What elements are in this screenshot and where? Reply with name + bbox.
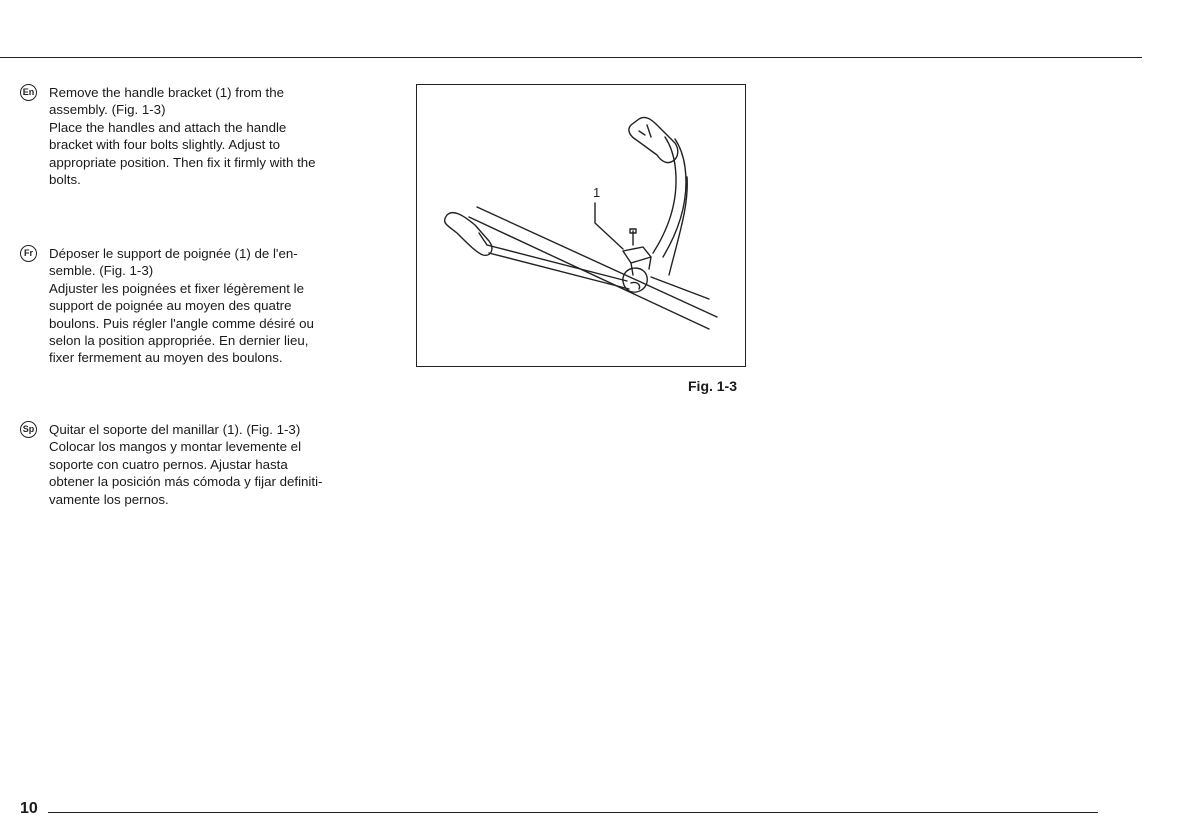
text-line: obtener la posición más cómoda y fijar definiti- (49, 474, 323, 490)
figure-frame (416, 84, 746, 367)
text-line: selon la position appropriée. En dernier lieu, (49, 333, 309, 349)
text-line: soporte con cuatro pernos. Ajustar hasta (49, 456, 288, 472)
text-line: Colocar los mangos y montar levemente el (49, 439, 302, 455)
text-line: Remove the handle bracket (1) from the (49, 85, 285, 100)
instruction-section-sp (20, 421, 382, 508)
language-badge-en: En (20, 84, 37, 101)
text-line: boulons. Puis régler l'angle comme désiré ou (49, 315, 314, 331)
header-rule (0, 57, 1142, 58)
text-line: vamente los pernos. (49, 491, 169, 507)
text-line: Déposer le support de poignée (1) de l'en- (49, 246, 298, 261)
text-line: fixer fermement au moyen des boulons. (49, 350, 283, 366)
instruction-section-fr (20, 245, 382, 367)
instruction-text-fr (49, 245, 382, 367)
language-badge-fr: Fr (20, 245, 37, 262)
figure-caption: Fig. 1-3 (688, 378, 738, 394)
text-line: support de poignée au moyen des quatre (49, 298, 292, 314)
page-number: 10 (20, 800, 38, 817)
language-badge-sp: Sp (20, 421, 37, 438)
text-line: Quitar el soporte del manillar (1). (Fig. 1-3) (49, 422, 301, 437)
callout-label: 1 (593, 185, 601, 200)
handle-bracket-illustration (417, 85, 744, 365)
text-line: semble. (Fig. 1-3) (49, 263, 154, 279)
text-line: Adjuster les poignées et fixer légèrement le (49, 280, 304, 296)
text-line: appropriate position. Then fix it firmly with the (49, 154, 316, 170)
text-line: Place the handles and attach the handle (49, 119, 287, 135)
instruction-section-en (20, 84, 382, 188)
footer-rule (48, 812, 1098, 813)
instruction-text-en (49, 84, 382, 188)
instruction-text-sp (49, 421, 382, 508)
text-line: bracket with four bolts slightly. Adjust to (49, 137, 281, 153)
text-line: bolts. (49, 172, 81, 188)
text-line: assembly. (Fig. 1-3) (49, 102, 166, 118)
